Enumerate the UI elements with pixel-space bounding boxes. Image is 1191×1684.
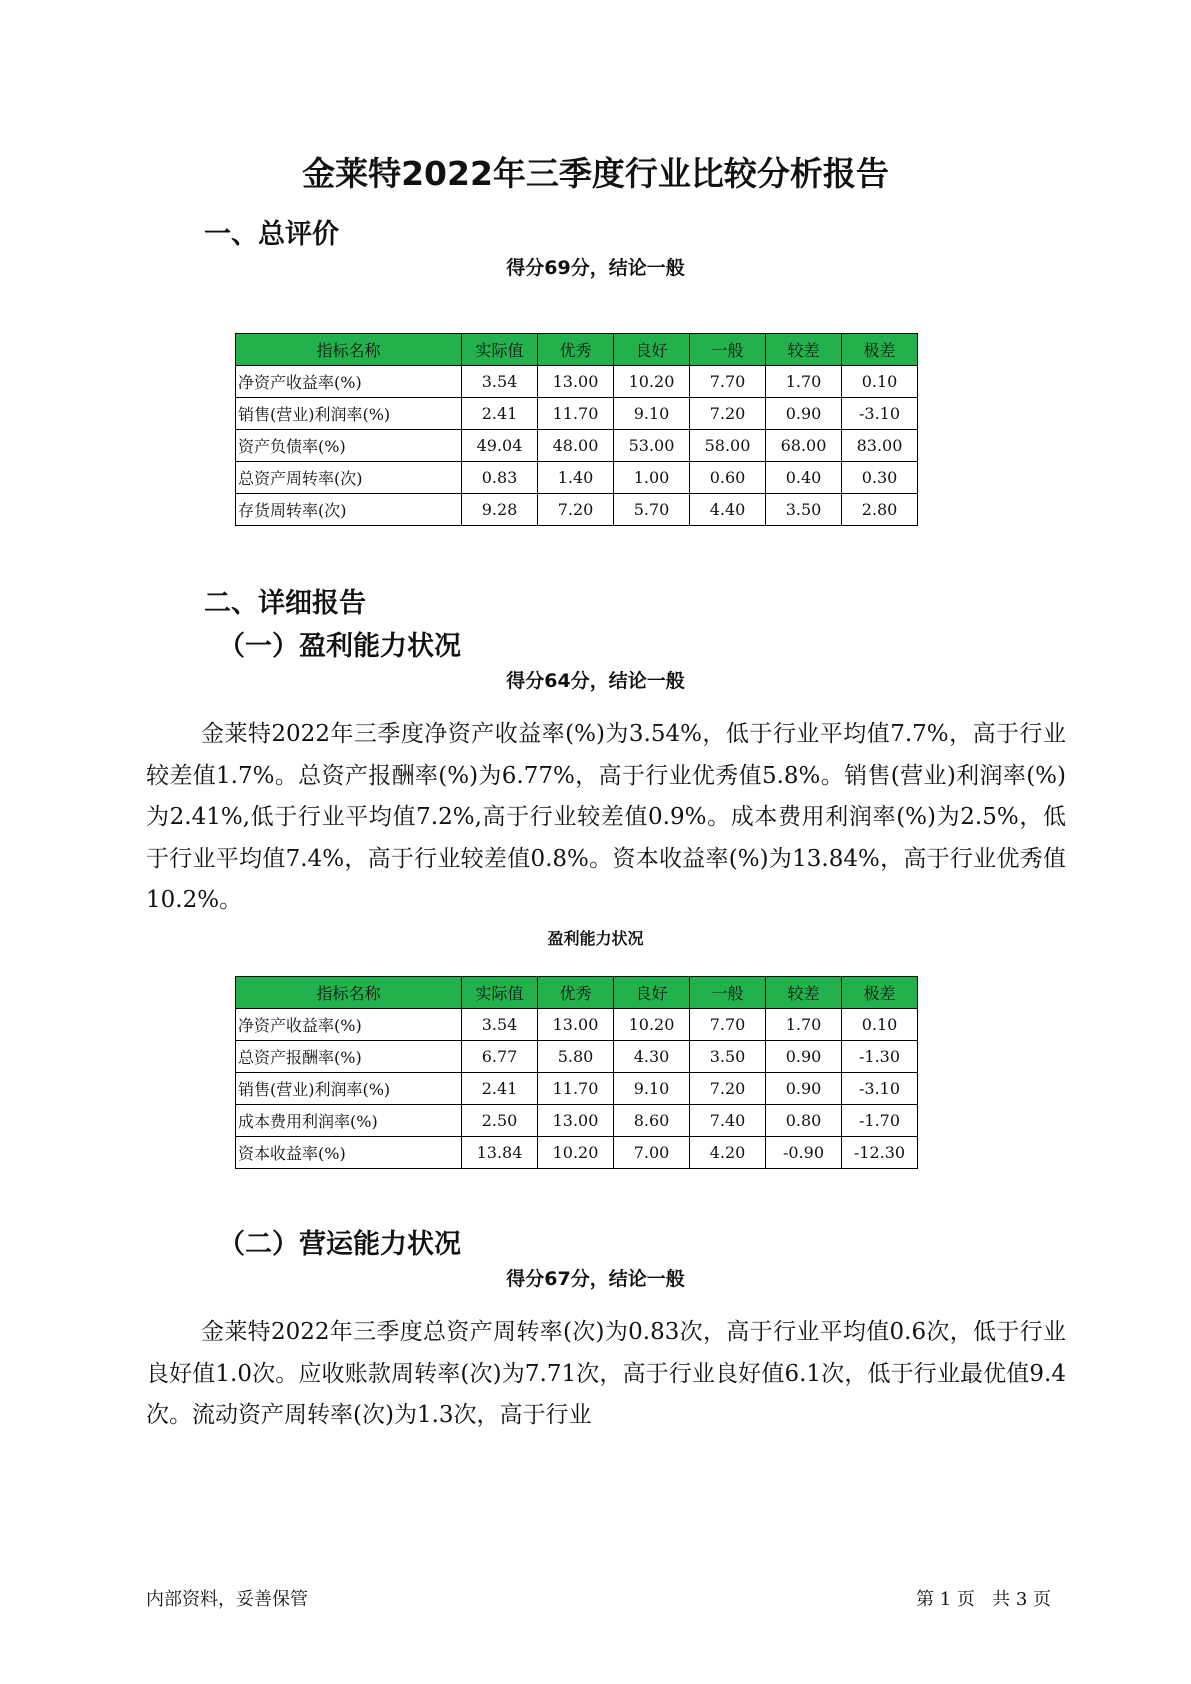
metric-value-cell: 3.50 <box>690 1041 766 1073</box>
operations-paragraph: 金莱特2022年三季度总资产周转率(次)为0.83次，高于行业平均值0.6次，低于行业良好值1.0次。应收账款周转率(次)为7.71次，高于行业良好值6.1次，低于行业最优值9.4次。流动资产周转率(次)为1.3次，高于行业 <box>146 1319 1066 1428</box>
metric-value-cell: 9.10 <box>614 1073 690 1105</box>
metric-value-cell: 53.00 <box>614 430 690 462</box>
metric-value-cell: 3.50 <box>766 494 842 526</box>
metric-value-cell: -1.70 <box>842 1105 918 1137</box>
metric-value-cell: 11.70 <box>538 1073 614 1105</box>
operations-score: 得分67分，结论一般 <box>506 1268 685 1290</box>
metric-value-cell: 9.28 <box>462 494 538 526</box>
metric-value-cell: 0.83 <box>462 462 538 494</box>
metric-value-cell: 0.30 <box>842 462 918 494</box>
metric-value-cell: -3.10 <box>842 1073 918 1105</box>
footer-confidential-note: 内部资料，妥善保管 <box>146 1589 308 1610</box>
metric-value-cell: 5.70 <box>614 494 690 526</box>
table-row <box>236 1137 918 1169</box>
metric-value-cell: 10.20 <box>614 1009 690 1041</box>
page-title: 金莱特2022年三季度行业比较分析报告 <box>302 154 889 193</box>
metric-value-cell: 3.54 <box>462 366 538 398</box>
metric-value-cell: 10.20 <box>614 366 690 398</box>
table-row <box>236 494 918 526</box>
metric-value-cell: -12.30 <box>842 1137 918 1169</box>
metric-value-cell: 58.00 <box>690 430 766 462</box>
metric-value-cell: 0.80 <box>766 1105 842 1137</box>
table-row <box>236 1105 918 1137</box>
column-header: 优秀 <box>538 334 614 366</box>
metric-value-cell: 4.40 <box>690 494 766 526</box>
metric-value-cell: 4.20 <box>690 1137 766 1169</box>
metric-value-cell: 13.00 <box>538 1105 614 1137</box>
footer-page-number: 第 1 页 共 3 页 <box>916 1589 1051 1610</box>
metric-value-cell: 49.04 <box>462 430 538 462</box>
metric-value-cell: 1.70 <box>766 1009 842 1041</box>
column-header: 一般 <box>690 334 766 366</box>
metric-name-cell: 资本收益率(%) <box>236 1137 462 1169</box>
column-header: 良好 <box>614 334 690 366</box>
metric-value-cell: 2.41 <box>462 398 538 430</box>
metric-value-cell: 4.30 <box>614 1041 690 1073</box>
metric-value-cell: 3.54 <box>462 1009 538 1041</box>
column-header: 实际值 <box>462 334 538 366</box>
column-header: 较差 <box>766 334 842 366</box>
metric-value-cell: 0.40 <box>766 462 842 494</box>
metric-value-cell: 2.50 <box>462 1105 538 1137</box>
metric-value-cell: 6.77 <box>462 1041 538 1073</box>
profitability-table-caption: 盈利能力状况 <box>547 929 644 948</box>
column-header: 极差 <box>842 334 918 366</box>
subsection-heading-operations: （二）营运能力状况 <box>218 1229 461 1260</box>
metric-value-cell: 9.10 <box>614 398 690 430</box>
metric-name-cell: 成本费用利润率(%) <box>236 1105 462 1137</box>
column-header: 一般 <box>690 977 766 1009</box>
metric-value-cell: 68.00 <box>766 430 842 462</box>
metric-value-cell: 13.00 <box>538 366 614 398</box>
column-header: 较差 <box>766 977 842 1009</box>
metric-value-cell: 10.20 <box>538 1137 614 1169</box>
table-row <box>236 1009 918 1041</box>
metric-name-cell: 总资产报酬率(%) <box>236 1041 462 1073</box>
overall-score: 得分69分，结论一般 <box>506 257 685 279</box>
subsection-heading-profitability: （一）盈利能力状况 <box>218 631 461 662</box>
metric-value-cell: 48.00 <box>538 430 614 462</box>
column-header: 良好 <box>614 977 690 1009</box>
metric-value-cell: 8.60 <box>614 1105 690 1137</box>
metric-value-cell: 5.80 <box>538 1041 614 1073</box>
metric-value-cell: 13.00 <box>538 1009 614 1041</box>
metric-value-cell: 7.20 <box>690 1073 766 1105</box>
metric-value-cell: 0.10 <box>842 1009 918 1041</box>
metric-value-cell: 0.60 <box>690 462 766 494</box>
column-header: 指标名称 <box>236 977 462 1009</box>
metric-name-cell: 销售(营业)利润率(%) <box>236 1073 462 1105</box>
metric-value-cell: 0.90 <box>766 1073 842 1105</box>
metric-value-cell: 0.90 <box>766 398 842 430</box>
metric-name-cell: 总资产周转率(次) <box>236 462 462 494</box>
metric-value-cell: 0.90 <box>766 1041 842 1073</box>
metric-value-cell: 1.70 <box>766 366 842 398</box>
metric-name-cell: 资产负债率(%) <box>236 430 462 462</box>
metric-value-cell: 7.70 <box>690 1009 766 1041</box>
profitability-paragraph: 金莱特2022年三季度净资产收益率(%)为3.54%，低于行业平均值7.7%，高于行业较差值1.7%。总资产报酬率(%)为6.77%，高于行业优秀值5.8%。销售(营业)利润率(%)为2.41%,低于行业平均值7.2%,高于行业较差值0.9%。成本费用利润率(%)为2.5%，低于行业平均值7.4%，高于行业较差值0.8%。资本收益率(%)为13.84%，高于行业优秀值10.2%。 <box>146 721 1066 913</box>
overall-metrics-table <box>235 333 918 526</box>
table-header-row <box>236 334 918 366</box>
column-header: 指标名称 <box>236 334 462 366</box>
metric-name-cell: 销售(营业)利润率(%) <box>236 398 462 430</box>
table-row <box>236 366 918 398</box>
section-heading-overall: 一、总评价 <box>204 219 339 250</box>
section-heading-detail: 二、详细报告 <box>204 588 366 619</box>
metric-value-cell: 7.00 <box>614 1137 690 1169</box>
table-header-row <box>236 977 918 1009</box>
metric-value-cell: 7.40 <box>690 1105 766 1137</box>
metric-value-cell: -3.10 <box>842 398 918 430</box>
metric-value-cell: 2.41 <box>462 1073 538 1105</box>
metric-value-cell: 13.84 <box>462 1137 538 1169</box>
table-row <box>236 398 918 430</box>
metric-value-cell: 7.20 <box>690 398 766 430</box>
table-row <box>236 430 918 462</box>
profitability-score: 得分64分，结论一般 <box>506 670 685 692</box>
profitability-metrics-table <box>235 976 918 1169</box>
table-row <box>236 462 918 494</box>
table-row <box>236 1073 918 1105</box>
column-header: 实际值 <box>462 977 538 1009</box>
metric-value-cell: 11.70 <box>538 398 614 430</box>
metric-value-cell: 7.20 <box>538 494 614 526</box>
metric-value-cell: -1.30 <box>842 1041 918 1073</box>
table-row <box>236 1041 918 1073</box>
metric-value-cell: 1.00 <box>614 462 690 494</box>
metric-value-cell: 83.00 <box>842 430 918 462</box>
metric-name-cell: 净资产收益率(%) <box>236 1009 462 1041</box>
metric-value-cell: 1.40 <box>538 462 614 494</box>
metric-value-cell: 2.80 <box>842 494 918 526</box>
metric-value-cell: -0.90 <box>766 1137 842 1169</box>
metric-value-cell: 7.70 <box>690 366 766 398</box>
metric-name-cell: 净资产收益率(%) <box>236 366 462 398</box>
column-header: 极差 <box>842 977 918 1009</box>
metric-name-cell: 存货周转率(次) <box>236 494 462 526</box>
column-header: 优秀 <box>538 977 614 1009</box>
metric-value-cell: 0.10 <box>842 366 918 398</box>
